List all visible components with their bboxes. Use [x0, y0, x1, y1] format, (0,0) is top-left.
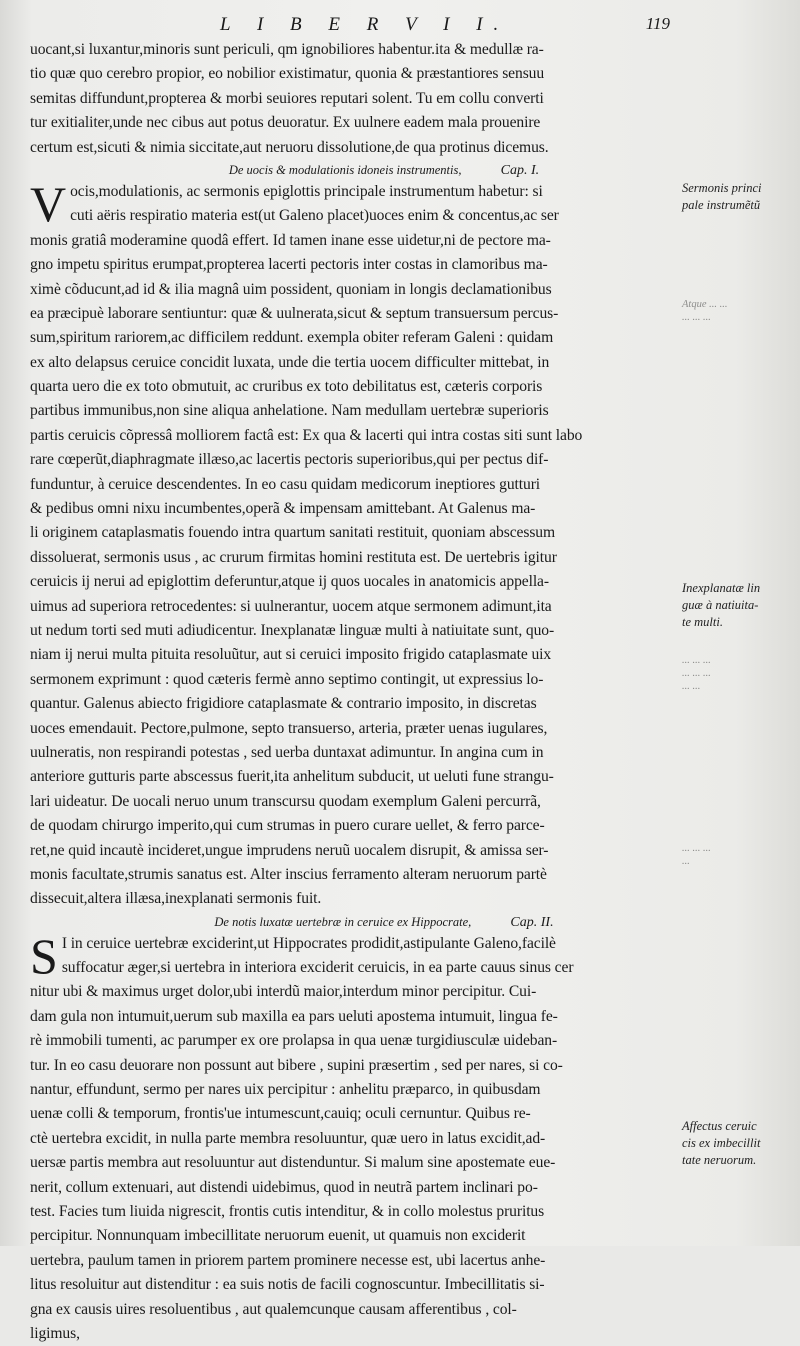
text-line: nantur, effundunt, sermo per nares uix percipitur : anhelitu præparco, in quibusdam — [30, 1081, 541, 1099]
text-line: gna ex causis uires resoluentibus , aut qualemcunque causam afferentibus , col- — [30, 1300, 517, 1318]
text-line: ximè cõducunt,ad id & ilia magnâ uim possident, quoniam in longis declamationibus — [30, 280, 552, 298]
chapter-2-body — [30, 927, 678, 1346]
text-line: cuti aëris respiratio materia est(ut Galeno placet)uoces enim & concentus,ac ser — [70, 207, 559, 225]
chapter-2-heading — [30, 912, 678, 932]
text-line: uertebra, paulum tamen in priorem partem prominere necesse est, ubi lacertus anhe- — [30, 1251, 546, 1269]
text-line: de quodam chirurgo imperito,qui cum strumas in puero curare uellet, & ferro parce- — [30, 817, 545, 835]
text-line: dissecuit,altera illæsa,inexplanati sermonis fuit. — [30, 890, 322, 908]
opening-paragraph — [30, 38, 678, 160]
bleed-line: ... ... ... — [682, 668, 711, 679]
margin-note-line: pale instrumẽtũ — [682, 198, 761, 212]
bleed-line: ... — [682, 856, 690, 867]
chapter-1-title: De uocis & modulationis idoneis instrumentis, — [228, 162, 462, 177]
chapter-2-dropcap: S — [30, 927, 58, 984]
chapter-2-title: De notis luxatæ uertebræ in ceruice ex Hippocrate, — [214, 914, 472, 929]
text-line: tur. In eo casu deuorare non possunt aut bibere , supini præsertim , sed per nares, si co- — [30, 1056, 563, 1074]
text-line: partibus immunibus,non sine aliqua anhelatione. Nam medullam uertebræ superioris — [30, 402, 549, 420]
margin-note-sermonis — [682, 180, 794, 214]
chapter-2-number: Cap. II. — [510, 914, 554, 930]
margin-bleed-1 — [682, 298, 794, 324]
chapter-2-lines — [30, 927, 678, 1346]
margin-note-line: guæ à natiuita- — [682, 598, 759, 612]
margin-note-line: tate neruorum. — [682, 1153, 757, 1167]
text-line: uimus ad superiora retrocedentes: si uulnerantur, uocem atque sermonem adimunt,ita — [30, 597, 552, 615]
text-line: sermonem exprimunt : quod cæteris fermè anno septimo contingit, ut expressius lo- — [30, 670, 544, 688]
text-column — [30, 38, 678, 1346]
bleed-line: ... ... — [682, 681, 701, 692]
text-line: li originem cataplasmatis fouendo intra quartum sanitati restituit, quoniam abscessum — [30, 524, 556, 542]
text-line: anteriore gutturis parte abscessus fuerit,ita anhelitum subducit, ut ueluti fune strangu- — [30, 768, 554, 786]
text-line: ut nedum torti sed muti adiudicentur. Inexplanatæ linguæ multi à natiuitate sunt, quo- — [30, 621, 555, 639]
text-line: tur exitialiter,unde nec cibus aut potus deuoratur. Ex uulnere eadem mala prouenire — [30, 114, 541, 132]
running-head: L I B E R V I I. — [220, 14, 510, 35]
text-line: uersæ partis membra aut resoluuntur aut distenduntur. Si malum sine apostemate eue- — [30, 1154, 556, 1172]
text-line: quarta uero die ex toto obmutuit, ac cruribus ex toto debilitatus est, cæteris corporis — [30, 378, 543, 396]
text-line: funduntur, à ceruice descendentes. In eo casu quidam medicorum ineptiores gutturi — [30, 475, 541, 493]
text-line: ea præcipuè laborare sentiuntur: quæ & uulnerata,sicut & septum transuersum percus- — [30, 304, 559, 322]
text-line: dam gula non intumuit,uerum sub maxilla ea pars ueluti apostema intumuit, lingua fe- — [30, 1007, 558, 1025]
margin-note-affectus — [682, 1118, 794, 1169]
margin-note-inexplanatae — [682, 580, 794, 631]
margin-note-line: cis ex imbecillit — [682, 1136, 761, 1150]
bleed-line: ... ... ... — [682, 312, 711, 323]
text-line: dissoluerat, sermonis usus , ac crurum firmitas homini restituta est. De uertebris igitur — [30, 548, 557, 566]
text-line: uoces emendauit. Pectore,pulmone, septo transuerso, arteria, præter uenas iugulares, — [30, 719, 548, 737]
text-line: gno impetu spiritus erumpat,propterea lacerti pectoris inter costas in clamoribus ma- — [30, 256, 548, 274]
text-line: niam ij nerui multa pituita resoluũtur, aut si ceruici imposito frigido cataplasmate uix — [30, 646, 552, 664]
chapter-1-body — [30, 175, 678, 912]
margin-bleed-3 — [682, 842, 794, 868]
text-line: test. Facies tum liuida nigrescit, frontis cutis intenditur, & in collo molestus pruritus — [30, 1202, 545, 1220]
text-line: tio quæ quo cerebro propior, eo nobilior existimatur, quonia & præstantiores sensuu — [30, 65, 545, 83]
text-line: nitur ubi & maximus urget dolor,ubi interdũ maior,interdum minor percipitur. Cui- — [30, 983, 537, 1001]
text-line: monis gratiâ moderamine quodâ effert. Id tamen inane esse uidetur,ni de pectore ma- — [30, 231, 551, 249]
bleed-line: ... ... ... — [682, 655, 711, 666]
text-line: percipitur. Nonnunquam imbecillitate neruorum euenit, ut quamuis non exciderit — [30, 1227, 526, 1245]
text-line: semitas diffundunt,propterea & morbi seuiores reputari solent. Tu em collu converti — [30, 89, 544, 107]
text-line: I in ceruice uertebræ exciderint,ut Hippocrates prodidit,astipulante Galeno,facilè — [61, 934, 556, 952]
margin-note-line: te multi. — [682, 615, 723, 629]
text-line: ex alto delapsus ceruice concidit luxata, unde die tertia uocem difficulter mittebat, in — [30, 353, 550, 371]
text-line: litus resoluitur aut distenditur : ea suis notis de facili cognoscuntur. Imbecillitatis si- — [30, 1276, 545, 1294]
text-line: ret,ne quid incautè incideret,ungue imprudens neruũ uocalem disrupit, & amissa ser- — [30, 841, 549, 859]
chapter-1-lines — [30, 175, 678, 912]
text-line: ocis,modulationis, ac sermonis epiglottis principale instrumentum habetur: si — [70, 182, 543, 200]
text-line: monis facultate,strumis sanatus est. Alter inscius ferramento alteram neruorum partè — [30, 865, 547, 883]
text-line: quantur. Galenus abiecto frigidiore cataplasmate & contrario imposito, in discretas — [30, 695, 537, 713]
text-line: suffocatur æger,si uertebra in interiora exciderit ceruicis, in ea parte cauus sinus cer — [61, 959, 574, 977]
text-line: & pedibus omni nixu incumbentes,operã & impensam amittebant. At Galenus ma- — [30, 500, 536, 518]
text-line: ligimus, — [30, 1324, 80, 1342]
text-line: partis ceruicis cõpressâ molliorem factâ est: Ex qua & lacerti qui intra costas siti sunt labo — [30, 426, 583, 444]
bleed-line: Atque ... ... — [682, 299, 728, 310]
text-line: ceruicis ij nerui ad epiglottim deferuntur,atque ij quos uocales in anatomicis appella- — [30, 573, 549, 591]
text-line: certum est,sicuti & nimia siccitate,aut neruoru dissolutione,de qua protinus dicemus. — [30, 138, 549, 156]
chapter-1-heading — [30, 160, 678, 180]
text-line: rare cœperũt,diaphragmate illæso,ac lacertis pectoris superioribus,qui per pectus dif- — [30, 451, 549, 469]
page-header — [30, 14, 670, 40]
text-line: lari uideatur. De uocali neruo unum transcursu quodam exemplum Galeni percurrã, — [30, 792, 541, 810]
margin-bleed-2 — [682, 654, 794, 693]
chapter-1-dropcap: V — [30, 175, 67, 232]
text-line: sum,spiritum rariorem,ac difficilem reddunt. exempla obiter referam Galeni : quidam — [30, 329, 554, 347]
text-line: uenæ colli & temporum, frontis'ue intumescunt,cauiq; oculi cernuntur. Quibus re- — [30, 1105, 531, 1123]
margin-note-line: Inexplanatæ lin — [682, 581, 761, 595]
text-line: uulneratis, non respirandi potestas , sed uerba duntaxat adimuntur. In angina cum in — [30, 743, 544, 761]
chapter-1-number: Cap. I. — [500, 162, 540, 178]
margin-note-line: Affectus ceruic — [682, 1119, 757, 1133]
text-line: rè immobili tumenti, ac parumper ex ore prolapsa in qua uenæ turgidiusculæ uideban- — [30, 1032, 558, 1050]
bleed-line: ... ... ... — [682, 843, 711, 854]
text-line: nerit, collum extenuari, aut distendi uidebimus, quod in neutrã partem inclinari po- — [30, 1178, 538, 1196]
margin-note-line: Sermonis princi — [682, 181, 762, 195]
text-line: ctè uertebra excidit, in nulla parte membra resoluuntur, quæ uero in latus excidit,ad- — [30, 1129, 546, 1147]
text-line: uocant,si luxantur,minoris sunt periculi, qm ignobiliores habentur.ita & medullæ ra- — [30, 41, 544, 58]
page-number: 119 — [645, 14, 670, 33]
